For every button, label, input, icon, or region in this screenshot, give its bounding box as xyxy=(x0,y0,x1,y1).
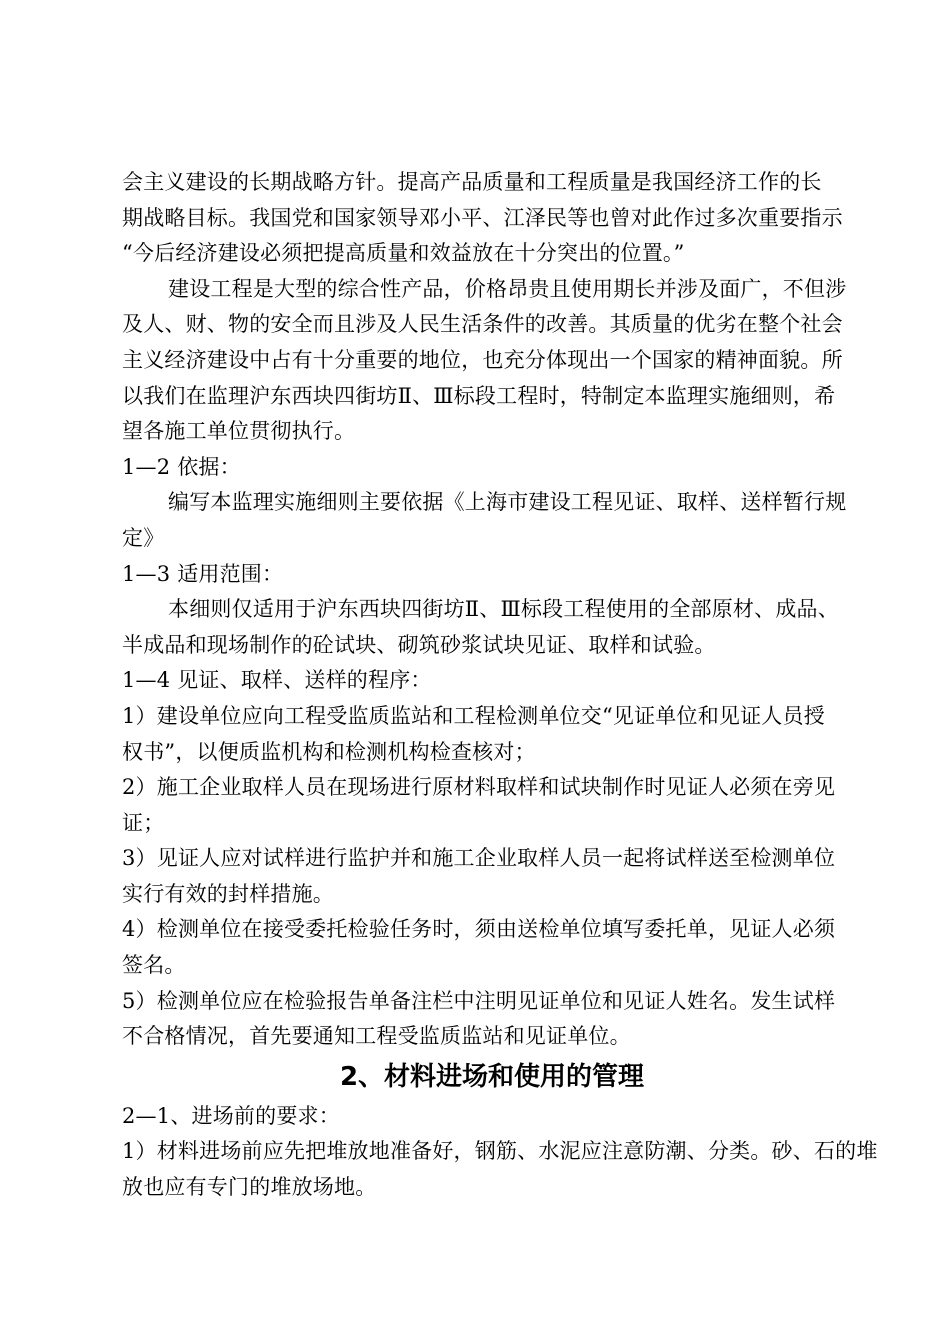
list-item-line: 4）检测单位在接受委托检验任务时，须由送检单位填写委托单，见证人必须 xyxy=(122,917,836,942)
section-2-heading: 2、材料进场和使用的管理 xyxy=(339,1061,645,1092)
section-title-2-1: 2—1、进场前的要求： xyxy=(122,1103,340,1128)
paragraph-line: 半成品和现场制作的砼试块、砌筑砂浆试块见证、取样和试验。 xyxy=(122,632,716,657)
intro-line: 会主义建设的长期战略方针。提高产品质量和工程质量是我国经济工作的长 xyxy=(122,170,822,194)
section-title-1-2: 1—2 依据： xyxy=(122,454,241,479)
paragraph-line: 主义经济建设中占有十分重要的地位，也充分体现出一个国家的精神面貌。所 xyxy=(122,347,843,372)
list-item-line: 5）检测单位应在检验报告单备注栏中注明见证单位和见证人姓名。发生试样 xyxy=(122,988,836,1013)
list-item-line: 不合格情况，首先要通知工程受监质监站和见证单位。 xyxy=(122,1024,631,1049)
paragraph-line: 及人、财、物的安全而且涉及人民生活条件的改善。其质量的优劣在整个社会 xyxy=(122,312,843,337)
paragraph-line: 编写本监理实施细则主要依据《上海市建设工程见证、取样、送样暂行规 xyxy=(168,490,847,515)
section-title-1-3: 1—3 适用范围： xyxy=(122,561,284,586)
paragraph-line: 望各施工单位贯彻执行。 xyxy=(122,419,356,444)
list-item-line: 3）见证人应对试样进行监护并和施工企业取样人员一起将试样送至检测单位 xyxy=(122,846,836,871)
list-item-line: 证； xyxy=(122,810,165,835)
section-title-1-4: 1—4 见证、取样、送样的程序： xyxy=(122,668,432,693)
document-body xyxy=(122,165,878,1206)
list-item-line: 实行有效的封样措施。 xyxy=(122,881,334,906)
paragraph-line: 以我们在监理沪东西块四街坊Ⅱ、Ⅲ标段工程时，特制定本监理实施细则，希 xyxy=(122,383,836,408)
paragraph-line: 建设工程是大型的综合性产品，价格昂贵且使用期长并涉及面广，不但涉 xyxy=(168,276,847,301)
list-item-line: 1）材料进场前应先把堆放地准备好，钢筋、水泥应注意防潮、分类。砂、石的堆 xyxy=(122,1139,878,1164)
paragraph-line: 本细则仅适用于沪东西块四街坊Ⅱ、Ⅲ标段工程使用的全部原材、成品、 xyxy=(168,597,839,622)
intro-line: 期战略目标。我国党和国家领导邓小平、江泽民等也曾对此作过多次重要指示 xyxy=(122,205,843,230)
paragraph-line: 定》 xyxy=(122,525,165,550)
intro-line: “今后经济建设必须把提高质量和效益放在十分突出的位置。” xyxy=(122,241,685,266)
list-item-line: 权书”，以便质监机构和检测机构检查核对； xyxy=(122,739,536,764)
list-item-line: 2）施工企业取样人员在现场进行原材料取样和试块制作时见证人必须在旁见 xyxy=(122,775,836,800)
list-item-line: 放也应有专门的堆放场地。 xyxy=(122,1175,377,1200)
list-item-line: 签名。 xyxy=(122,953,186,978)
list-item-line: 1）建设单位应向工程受监质监站和工程检测单位交“见证单位和见证人员授 xyxy=(122,703,825,728)
